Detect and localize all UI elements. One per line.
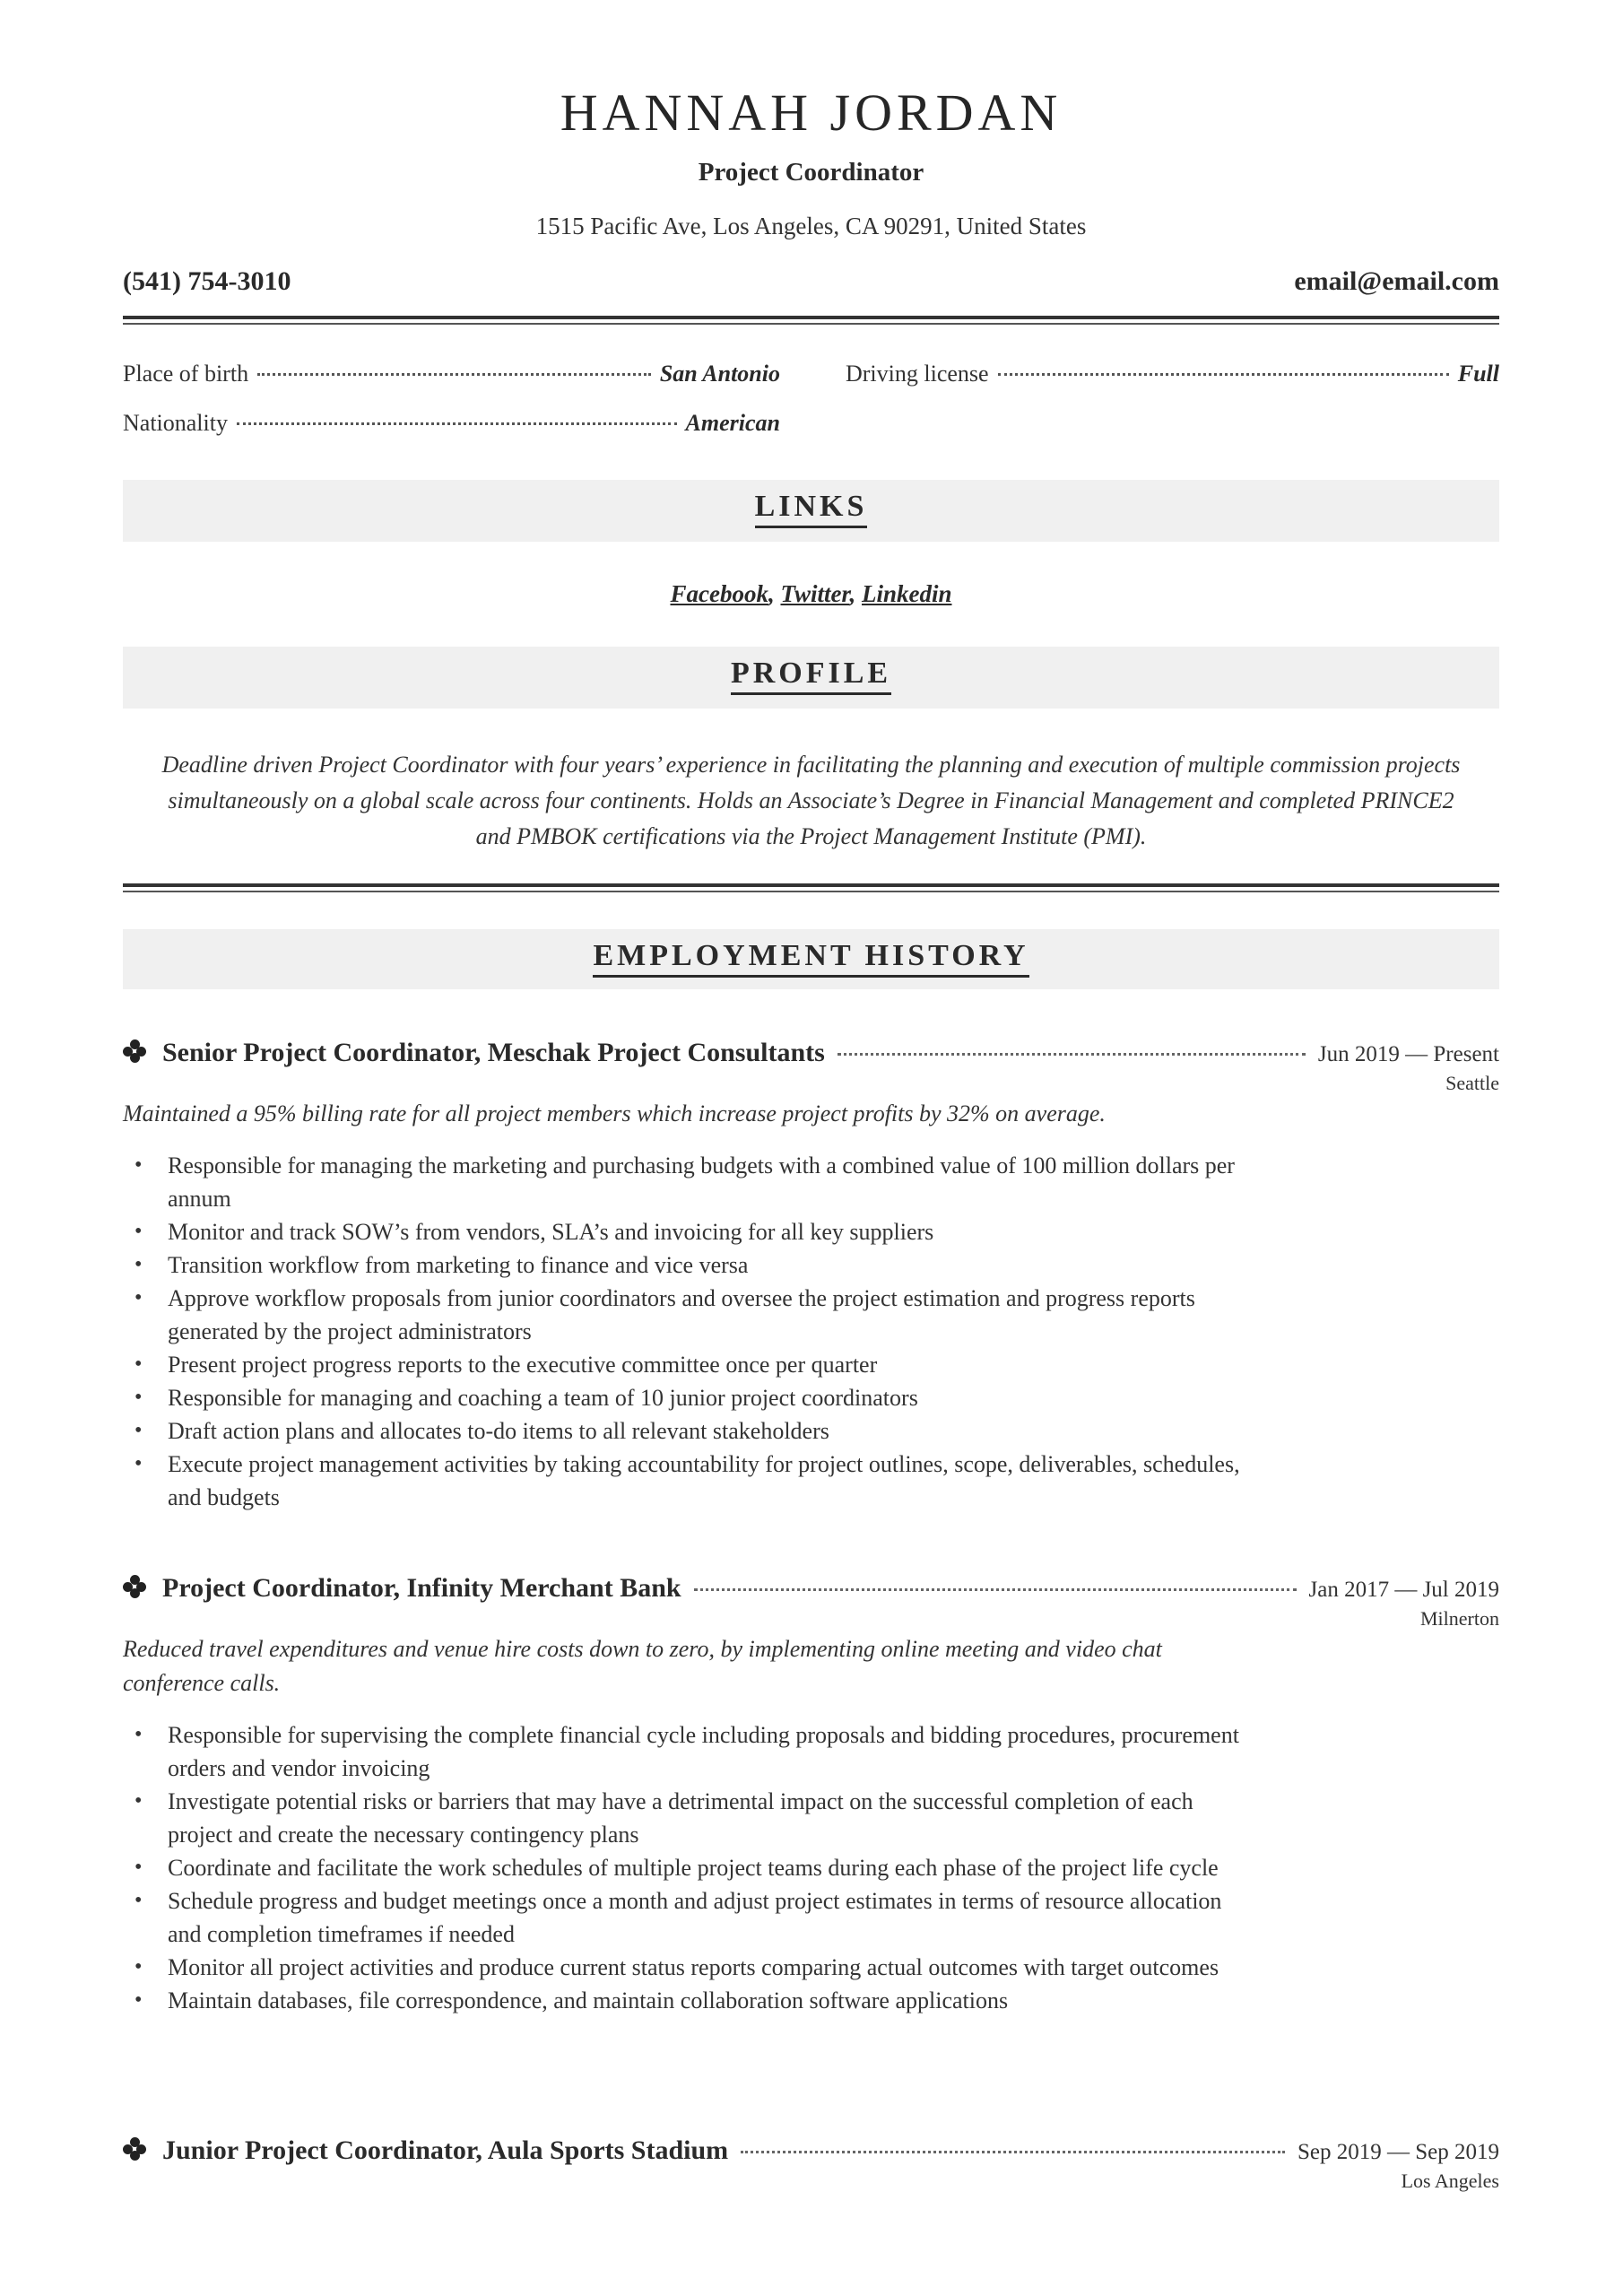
dot-leader xyxy=(741,2151,1285,2153)
job-bullets xyxy=(123,1149,1253,1514)
detail-place-of-birth xyxy=(123,361,780,387)
job-title: Senior Project Coordinator, Meschak Project Consultants xyxy=(162,1038,825,1067)
link-separator: , xyxy=(849,580,862,607)
four-dot-flower-icon xyxy=(123,2137,146,2161)
section-profile xyxy=(123,647,1499,709)
candidate-title: Project Coordinator xyxy=(698,158,924,187)
link-facebook[interactable]: Facebook xyxy=(670,580,768,607)
job-title: Project Coordinator, Infinity Merchant Bank xyxy=(162,1573,681,1603)
job-entry xyxy=(123,2135,1499,2193)
list-item: • Draft action plans and allocates to-do items to all relevant stakeholders xyxy=(123,1414,1253,1448)
list-item: • Present project progress reports to the executive committee once per quarter xyxy=(123,1348,1253,1381)
social-links xyxy=(123,580,1499,608)
detail-label: Nationality xyxy=(123,410,228,436)
four-dot-flower-icon xyxy=(123,1039,146,1063)
section-employment-history xyxy=(123,929,1499,989)
section-heading-employment: EMPLOYMENT HISTORY xyxy=(593,938,1028,978)
job-location: Milnerton xyxy=(1420,1607,1499,1630)
phone-number: (541) 754-3010 xyxy=(123,266,291,296)
candidate-address: 1515 Pacific Ave, Los Angeles, CA 90291, United States xyxy=(535,213,1087,239)
dot-leader xyxy=(694,1588,1297,1591)
section-heading-profile: PROFILE xyxy=(731,656,891,695)
section-links xyxy=(123,480,1499,542)
detail-value: American xyxy=(685,410,780,436)
job-summary: Maintained a 95% billing rate for all project members which increase project profits by 32% on average. xyxy=(123,1100,1106,1126)
contact-row xyxy=(123,266,1499,297)
job-header xyxy=(123,1038,1499,1068)
candidate-name: HANNAH JORDAN xyxy=(560,83,1063,142)
detail-label: Driving license xyxy=(846,361,989,387)
detail-driving-license xyxy=(846,361,1499,387)
list-item: • Coordinate and facilitate the work schedules of multiple project teams during each phase of the project life cycle xyxy=(123,1851,1253,1884)
job-summary: Reduced travel expenditures and venue hire costs down to zero, by implementing online meeting and video chat conference calls. xyxy=(123,1636,1162,1696)
list-item: • Schedule progress and budget meetings once a month and adjust project estimates in terms of resource allocation and completion timeframes if needed xyxy=(123,1884,1253,1951)
list-item: • Approve workflow proposals from junior coordinators and oversee the project estimation and progress reports generated by the project administrators xyxy=(123,1282,1253,1348)
email-address: email@email.com xyxy=(1294,266,1499,296)
list-item: • Execute project management activities by taking accountability for project outlines, scope, deliverables, schedules, and budgets xyxy=(123,1448,1253,1514)
dot-leader xyxy=(257,373,651,376)
detail-nationality xyxy=(123,410,780,437)
list-item: • Responsible for managing the marketing and purchasing budgets with a combined value of 100 million dollars per annum xyxy=(123,1149,1253,1215)
job-header xyxy=(123,1573,1499,1604)
detail-label: Place of birth xyxy=(123,361,249,387)
job-header xyxy=(123,2135,1499,2166)
job-entry xyxy=(123,1573,1499,2017)
dot-leader xyxy=(237,422,677,425)
list-item: • Transition workflow from marketing to finance and vice versa xyxy=(123,1248,1253,1282)
job-dates: Sep 2019 — Sep 2019 xyxy=(1298,2140,1499,2164)
link-separator: , xyxy=(768,580,781,607)
job-entry xyxy=(123,1038,1499,1514)
header-divider xyxy=(123,316,1499,325)
detail-value: San Antonio xyxy=(659,361,780,387)
job-dates: Jan 2017 — Jul 2019 xyxy=(1308,1578,1499,1602)
list-item: • Monitor and track SOW’s from vendors, SLA’s and invoicing for all key suppliers xyxy=(123,1215,1253,1248)
job-dates: Jun 2019 — Present xyxy=(1317,1042,1499,1066)
list-item: • Monitor all project activities and produce current status reports comparing actual outcomes with target outcomes xyxy=(123,1951,1253,1984)
link-twitter[interactable]: Twitter xyxy=(780,580,850,607)
profile-divider xyxy=(123,883,1499,892)
profile-summary: Deadline driven Project Coordinator with four years’ experience in facilitating the planning and execution of multiple commission projects simultaneously on a global scale across four continents. Holds an Associate’s Degree in Financial Management and completed PRINCE2 and PMBOK certifications via the Project Management Institute (PMI). xyxy=(161,752,1461,849)
list-item: • Maintain databases, file correspondence, and maintain collaboration software applications xyxy=(123,1984,1253,2017)
list-item: • Responsible for supervising the complete financial cycle including proposals and bidding procedures, procurement orders and vendor invoicing xyxy=(123,1718,1253,1785)
job-bullets xyxy=(123,1718,1253,2017)
list-item: • Investigate potential risks or barriers that may have a detrimental impact on the successful completion of each project and create the necessary contingency plans xyxy=(123,1785,1253,1851)
section-heading-links: LINKS xyxy=(755,489,868,528)
list-item: • Responsible for managing and coaching a team of 10 junior project coordinators xyxy=(123,1381,1253,1414)
dot-leader xyxy=(838,1053,1306,1056)
detail-value: Full xyxy=(1457,361,1499,387)
job-location: Seattle xyxy=(1445,1072,1499,1094)
dot-leader xyxy=(998,373,1449,376)
link-linkedin[interactable]: Linkedin xyxy=(861,580,952,607)
four-dot-flower-icon xyxy=(123,1575,146,1598)
job-location: Los Angeles xyxy=(1401,2170,1499,2192)
job-title: Junior Project Coordinator, Aula Sports Stadium xyxy=(162,2135,729,2165)
